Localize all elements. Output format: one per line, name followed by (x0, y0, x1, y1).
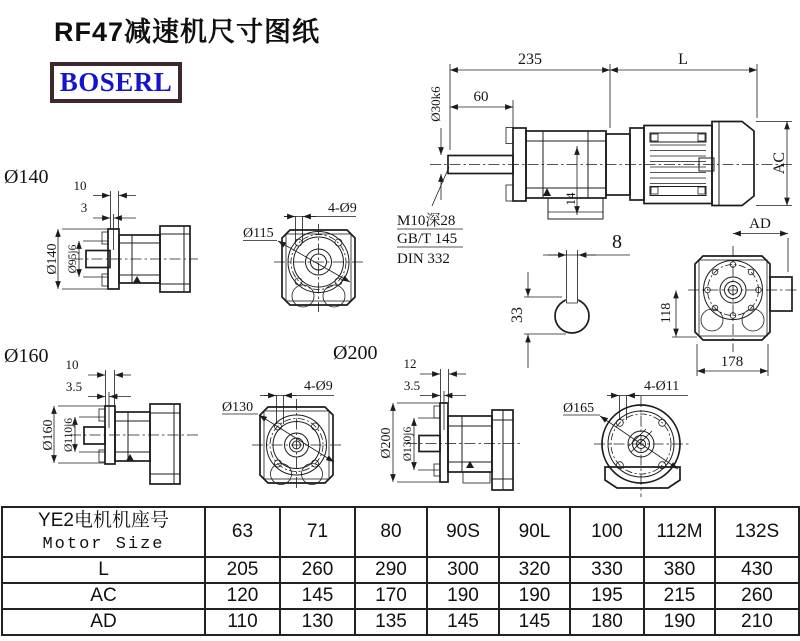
table-cell: 190 (644, 609, 715, 635)
row-label: L (2, 557, 205, 583)
dim-AD-label: AD (749, 216, 771, 232)
table-cell: 290 (355, 557, 427, 583)
dim-178-label: 178 (720, 354, 744, 370)
size-header: 63 (205, 507, 280, 557)
table-cell: 330 (570, 557, 644, 583)
table-cell: 260 (280, 557, 355, 583)
main-side-view (428, 51, 793, 219)
table-cell: 145 (499, 609, 570, 635)
dim-95j6-label: Ø95j6 (67, 244, 79, 274)
table-cell: 135 (355, 609, 427, 635)
table-cell: 430 (715, 557, 799, 583)
dim-10-label: 10 (73, 178, 87, 193)
dim-L-label: L (678, 51, 688, 68)
motor-size-table (1, 506, 800, 636)
flange-115-front-view (243, 201, 363, 312)
table-row-AC (2, 583, 799, 609)
note-thread: M10深28 (397, 213, 456, 229)
table-cell: 180 (570, 609, 644, 635)
size-header: 112M (644, 507, 715, 557)
dim-118-label: 118 (659, 302, 674, 324)
thread-notes (397, 212, 463, 267)
dim-key-width-label: 8 (612, 231, 622, 253)
table-cell: 380 (644, 557, 715, 583)
table-cell: 195 (570, 583, 644, 609)
size-header: 132S (715, 507, 799, 557)
motor-rear-view (659, 216, 797, 376)
table-cell: 190 (499, 583, 570, 609)
size-header: 100 (570, 507, 644, 557)
dim-130j6-label: Ø130j6 (402, 426, 414, 462)
table-cell: 145 (427, 609, 499, 635)
table-cell: 170 (355, 583, 427, 609)
flange-165-front-view (563, 379, 689, 497)
dim-AC-label: AC (771, 151, 788, 175)
table-cell: 300 (427, 557, 499, 583)
flange-130-front-view (222, 342, 377, 491)
header-en: Motor Size (42, 534, 165, 554)
dim-235-label: 235 (518, 51, 542, 68)
dim-4xd11-label: 4-Ø11 (644, 379, 680, 394)
dim-130-bc-label: Ø130 (222, 400, 254, 415)
size-header: 80 (355, 507, 427, 557)
table-cell: 260 (715, 583, 799, 609)
boserl-logo-text: BOSERL (59, 67, 173, 97)
dim-3p5-label-2: 3.5 (403, 378, 421, 393)
view-140-label: Ø140 (4, 166, 49, 188)
note-gbt: GB/T 145 (397, 231, 458, 247)
page-title: RF47减速机尺寸图纸 (54, 17, 321, 47)
table-cell: 215 (644, 583, 715, 609)
table-cell: 120 (205, 583, 280, 609)
table-row-L (2, 557, 799, 583)
dim-110j6-label: Ø110j6 (63, 417, 75, 453)
size-header: 90L (499, 507, 570, 557)
table-header-row (2, 507, 799, 557)
row-label: AC (2, 583, 205, 609)
dim-3p5-label: 3.5 (65, 379, 83, 394)
dim-3-label: 3 (80, 200, 88, 215)
dim-60-label: 60 (473, 89, 489, 105)
dim-115-bc-label: Ø115 (243, 226, 274, 241)
shaft-keyway-section-view (509, 231, 630, 368)
row-label: AD (2, 609, 205, 635)
flange-160-side-view (4, 345, 198, 484)
flange-140-side-view (4, 166, 198, 292)
table-cell: 110 (205, 609, 280, 635)
dim-10-label-2: 10 (65, 357, 79, 372)
dim-12-label: 12 (403, 356, 417, 371)
size-header: 90S (427, 507, 499, 557)
dim-165-bc-label: Ø165 (563, 401, 595, 416)
table-cell: 320 (499, 557, 570, 583)
dim-4xd9-label: 4-Ø9 (328, 201, 357, 216)
table-row-AD (2, 609, 799, 635)
motor-size-header-cell (2, 507, 205, 557)
dim-4xd9-label-2: 4-Ø9 (304, 379, 333, 394)
table-cell: 205 (205, 557, 280, 583)
table-cell: 190 (427, 583, 499, 609)
dim-160-od-label: Ø160 (41, 419, 56, 451)
note-din: DIN 332 (397, 251, 450, 267)
dim-140-od-label: Ø140 (45, 243, 60, 275)
size-header: 71 (280, 507, 355, 557)
view-160-label: Ø160 (4, 345, 49, 367)
dim-14-label: 14 (563, 192, 578, 206)
view-200-label: Ø200 (333, 342, 378, 364)
dim-200-od-label: Ø200 (379, 427, 394, 459)
dim-shaft-diameter-label: Ø30k6 (428, 86, 443, 122)
dim-33-label: 33 (509, 307, 526, 323)
table-cell: 130 (280, 609, 355, 635)
table-cell: 210 (715, 609, 799, 635)
header-cn: YE2电机机座号 (38, 509, 169, 531)
table-cell: 145 (280, 583, 355, 609)
flange-200-side-view (379, 356, 522, 490)
